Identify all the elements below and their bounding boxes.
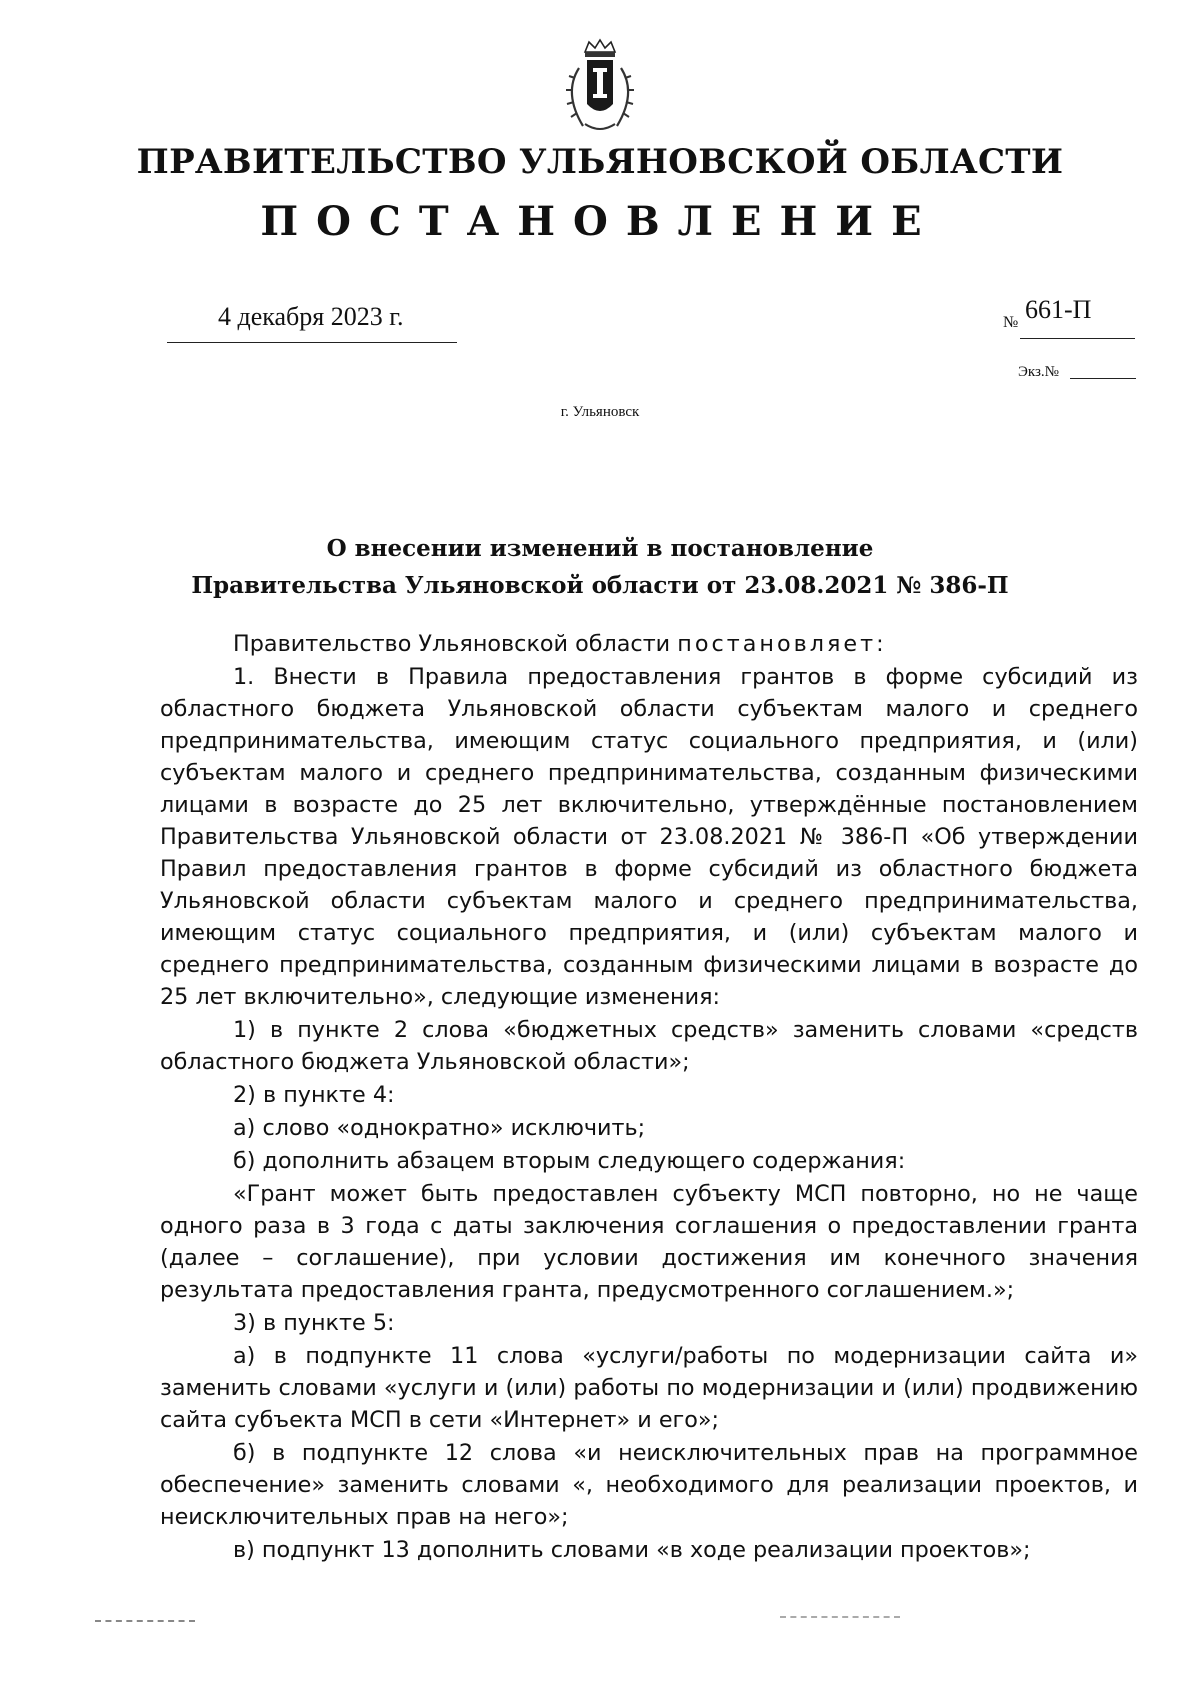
paragraph: 3) в пункте 5: (233, 1310, 395, 1336)
subject-line-2: Правительства Ульяновской области от 23.08.2021 № 386-П (191, 572, 1009, 599)
coat-of-arms-icon (555, 38, 645, 138)
document-number: 661-П (1025, 295, 1092, 324)
paragraph: 2) в пункте 4: (233, 1082, 395, 1108)
paragraph: «Грант может быть предоставлен субъекту МСП повторно, но не чаще одного раза в 3 года с даты заключения соглашения о предоставлении гранта (далее – соглашение), при условии достижения им конечного значения результата предоставления гранта, предусмотренного соглашением.»; (160, 1181, 1138, 1303)
intro-paragraph (160, 628, 1138, 660)
document-body (160, 628, 1138, 1567)
paragraph: 1) в пункте 2 слова «бюджетных средств» заменить словами «средств областного бюджета Ульяновской области»; (160, 1017, 1138, 1075)
scan-artifact (95, 1620, 195, 1626)
document-date: 4 декабря 2023 г. (218, 302, 404, 331)
organization-title: ПРАВИТЕЛЬСТВО УЛЬЯНОВСКОЙ ОБЛАСТИ (136, 142, 1064, 182)
date-underline (167, 342, 457, 343)
document-subject (0, 530, 1200, 604)
number-sign: № (1003, 314, 1019, 331)
intro-spaced-verb: постановляет: (677, 631, 887, 657)
paragraph: в) подпункт 13 дополнить словами «в ходе реализации проектов»; (233, 1537, 1031, 1563)
copy-number-label: Экз.№ (1018, 364, 1059, 380)
paragraph: 1. Внести в Правила предоставления грантов в форме субсидий из областного бюджета Ульяновской области субъектам малого и среднего предпринимательства, имеющим статус социального предприятия, и (или) субъектам малого и среднего предпринимательства, созданным физическими лицами в возрасте до 25 лет включительно, утверждённые постановлением Правительства Ульяновской области от 23.08.2021 № 386-П «Об утверждении Правил предоставления грантов в форме субсидий из областного бюджета Ульяновской области субъектам малого и среднего предпринимательства, имеющим статус социального предприятия, и (или) субъектам малого и среднего предпринимательства, созданным физическими лицами в возрасте до 25 лет включительно», следующие изменения: (160, 664, 1138, 1010)
paragraph: а) в подпункте 11 слова «услуги/работы по модернизации сайта и» заменить словами «услуги и (или) работы по модернизации и (или) продвижению сайта субъекта МСП в сети «Интернет» и его»; (160, 1343, 1138, 1433)
copy-number-underline (1070, 378, 1136, 379)
number-underline (1020, 338, 1135, 339)
intro-text: Правительство Ульяновской области (233, 631, 678, 657)
document-type-title: ПОСТАНОВЛЕНИЕ (260, 198, 940, 245)
scan-artifact (780, 1616, 900, 1622)
paragraph: б) дополнить абзацем вторым следующего содержания: (233, 1148, 906, 1174)
paragraph: а) слово «однократно» исключить; (233, 1115, 646, 1141)
document-city: г. Ульяновск (560, 404, 640, 420)
paragraph: б) в подпункте 12 слова «и неисключительных прав на программное обеспечение» заменить словами «, необходимого для реализации проектов, и неисключительных прав на него»; (160, 1440, 1138, 1530)
subject-line-1: О внесении изменений в постановление (326, 535, 874, 562)
